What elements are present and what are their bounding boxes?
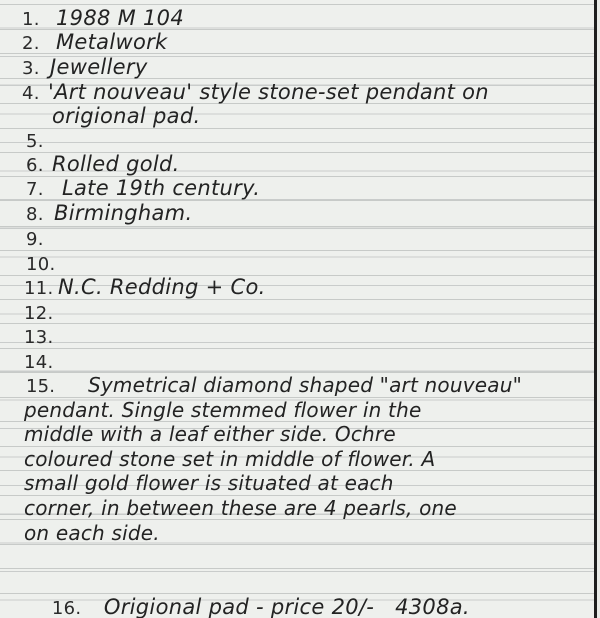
description-line-3: middle with a leaf either side. Ochre — [24, 422, 396, 447]
entry-number: 10. — [26, 254, 56, 275]
entry-number: 5. — [26, 131, 44, 152]
entry-number: 9. — [26, 229, 44, 250]
entry-16-price-and-ref — [24, 570, 591, 618]
entry-1-accession-number — [22, 6, 591, 33]
entry-number: 11. — [24, 278, 54, 299]
entry-4-description — [22, 80, 591, 107]
entry-6-material — [26, 152, 591, 179]
entry-value: Late 19th century. — [62, 176, 261, 200]
description-text: Symetrical diamond shaped "art nouveau" — [88, 373, 523, 397]
description-line-6: corner, in between these are 4 pearls, one — [24, 495, 457, 520]
entry-value: Metalwork — [56, 30, 168, 54]
entry-7-date — [26, 176, 591, 203]
entry-9 — [26, 226, 591, 253]
entry-value: Jewellery — [50, 55, 148, 79]
entry-11-maker — [24, 275, 591, 302]
entry-number: 13. — [24, 327, 54, 348]
entry-number: 2. — [22, 33, 40, 54]
entry-number: 15. — [26, 376, 56, 397]
page-edge — [594, 0, 597, 618]
entry-number: 1. — [22, 9, 40, 30]
description-line-4: coloured stone set in middle of flower. A — [24, 446, 436, 471]
entry-value: Birmingham. — [54, 201, 193, 225]
entry-8-place — [26, 201, 591, 228]
entry-number: 16. — [51, 597, 82, 618]
entry-2-department — [22, 30, 591, 57]
entry-10 — [26, 251, 591, 278]
entry-value: origional pad. — [52, 104, 201, 128]
entry-15-full-description — [24, 373, 593, 545]
entry-value: 1988 M 104 — [56, 6, 184, 30]
entry-4-description-continued — [52, 104, 591, 129]
entry-number: 3. — [22, 58, 40, 79]
description-line-2: pendant. Single stemmed flower in the — [24, 397, 422, 422]
entry-5 — [26, 128, 591, 155]
entry-value: Rolled gold. — [52, 152, 180, 176]
entry-value: Origional pad - price 20/- 4308a. — [103, 594, 470, 618]
entry-value: 'Art nouveau' style stone-set pendant on — [48, 80, 489, 104]
entry-number: 8. — [26, 204, 44, 225]
entry-number: 7. — [26, 179, 44, 200]
entry-number: 12. — [24, 303, 54, 324]
entry-12 — [24, 300, 591, 327]
entry-13 — [24, 324, 591, 351]
entry-number: 6. — [26, 155, 44, 176]
entry-number: 14. — [24, 352, 54, 373]
description-line-7: on each side. — [24, 520, 160, 545]
description-line-5: small gold flower is situated at each — [24, 471, 394, 496]
entry-14 — [24, 349, 591, 376]
entry-value: N.C. Redding + Co. — [58, 275, 266, 299]
entry-number: 4. — [22, 83, 40, 104]
description-line-1 — [24, 373, 593, 398]
entry-3-category — [22, 55, 591, 82]
